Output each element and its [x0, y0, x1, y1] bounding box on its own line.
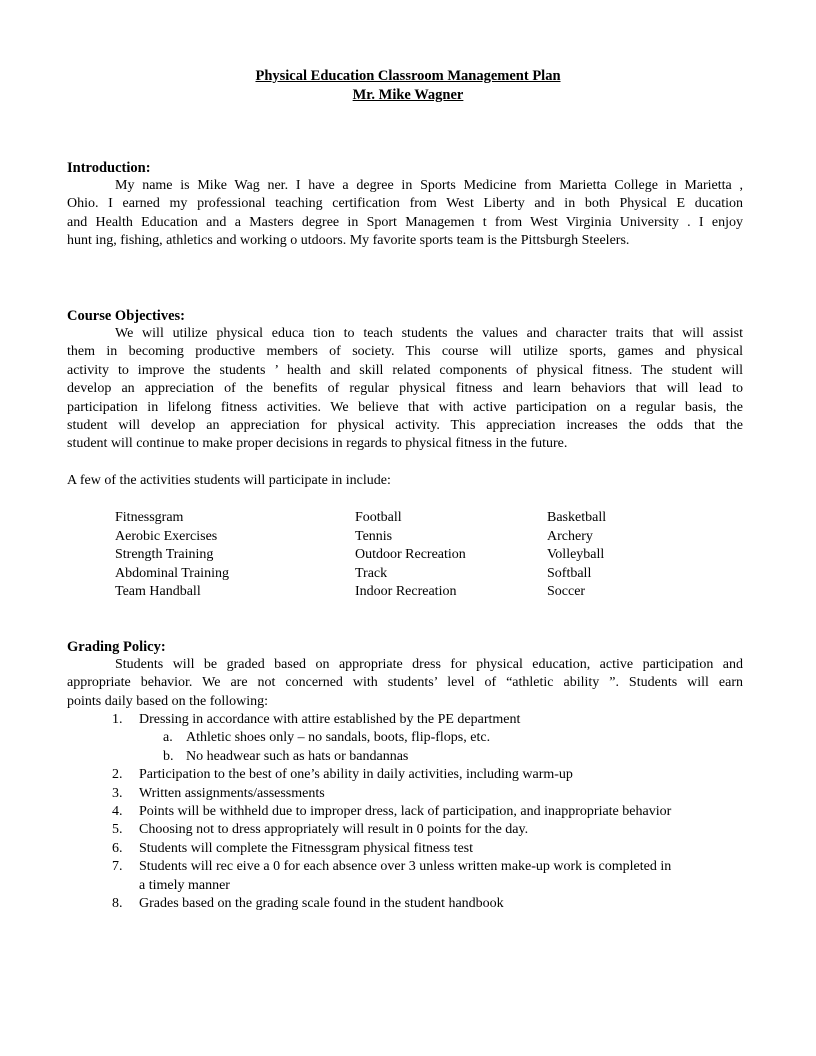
activity-item: Fitnessgram — [115, 510, 184, 525]
list-number: 3. — [112, 785, 123, 801]
list-number: 5. — [112, 822, 123, 838]
list-text: a timely manner — [139, 877, 230, 893]
list-item — [112, 895, 742, 913]
activity-item: Outdoor Recreation — [355, 547, 466, 562]
list-text: Grades based on the grading scale found in the student handbook — [139, 896, 504, 912]
grading-policy-paragraph — [67, 656, 743, 711]
list-item — [112, 766, 742, 784]
activity-item: Strength Training — [115, 547, 214, 562]
grading-line: points daily based on the following: — [67, 693, 269, 709]
activity-item: Team Handball — [115, 584, 201, 599]
list-item — [112, 803, 742, 821]
list-item — [112, 785, 742, 803]
activity-item: Volleyball — [547, 547, 605, 562]
list-item — [112, 840, 742, 858]
document-author: Mr. Mike Wagner — [352, 87, 464, 103]
course-objectives-paragraph — [67, 325, 743, 454]
document-title: Physical Education Classroom Management Plan — [255, 68, 561, 84]
introduction-line: and Health Education and a Masters degree in Sport Managemen t from West Virginia University . I enjoy — [67, 214, 743, 230]
activity-item: Softball — [547, 565, 592, 581]
sub-list-item — [112, 748, 742, 766]
activity-item: Tennis — [355, 528, 393, 544]
list-number: 4. — [112, 804, 123, 820]
activity-item: Basketball — [547, 510, 607, 525]
objectives-line: We will utilize physical educa tion to teach students the values and character traits that will assist — [115, 326, 743, 341]
list-number: 7. — [112, 859, 123, 875]
list-item — [112, 711, 742, 729]
list-text: Participation to the best of one’s ability in daily activities, including warm-up — [139, 767, 573, 783]
activity-item: Abdominal Training — [115, 565, 229, 581]
activities-column-1 — [115, 509, 229, 602]
grading-policy-heading: Grading Policy: — [67, 639, 166, 655]
list-letter: b. — [163, 748, 174, 764]
list-text: Athletic shoes only – no sandals, boots, flip-flops, etc. — [186, 730, 491, 746]
objectives-line: student will develop an appreciation for physical activity. This appreciation increases the odds that the — [67, 418, 743, 434]
list-text: Points will be withheld due to improper dress, lack of participation, and inappropriate behavior — [139, 804, 672, 820]
activity-item: Indoor Recreation — [355, 584, 457, 599]
activity-item: Football — [355, 510, 402, 525]
list-item — [112, 858, 742, 876]
list-letter: a. — [163, 730, 173, 746]
objectives-line: develop an appreciation of the benefits of regular physical fitness and learn behaviors that will lead to — [67, 381, 743, 397]
objectives-line: participation in lifelong fitness activities. We believe that with active participation on a regular basis, the — [67, 399, 743, 415]
list-number: 1. — [112, 712, 123, 727]
grading-line: appropriate behavior. We are not concerned with students’ level of “athletic ability ”. Students will earn — [67, 675, 743, 691]
activities-column-2 — [355, 509, 466, 602]
introduction-heading: Introduction: — [67, 160, 151, 176]
objectives-line: them in becoming productive members of society. This course will utilize sports, games and physical — [67, 344, 743, 360]
list-text: Dressing in accordance with attire established by the PE department — [139, 712, 521, 727]
grading-list — [112, 711, 742, 913]
activities-column-3 — [547, 509, 606, 602]
list-number: 2. — [112, 767, 123, 783]
list-item-continuation — [112, 877, 742, 895]
course-objectives-heading: Course Objectives: — [67, 308, 185, 324]
introduction-line: My name is Mike Wag ner. I have a degree in Sports Medicine from Marietta College in Marietta , — [115, 178, 743, 193]
activity-item: Archery — [547, 528, 593, 544]
list-text: No headwear such as hats or bandannas — [186, 748, 409, 764]
introduction-paragraph — [67, 177, 743, 251]
activities-intro: A few of the activities students will participate in include: — [67, 473, 391, 488]
sub-list-item — [112, 729, 742, 747]
introduction-line: hunt ing, fishing, athletics and working o utdoors. My favorite sports team is the Pittsburgh Steelers. — [67, 233, 630, 249]
objectives-line: activity to improve the students ’ health and skill related components of physical fitness. The student will — [67, 362, 743, 378]
list-text: Choosing not to dress appropriately will result in 0 points for the day. — [139, 822, 529, 838]
grading-line: Students will be graded based on appropriate dress for physical education, active participation and — [115, 657, 743, 672]
activity-item: Track — [355, 565, 388, 581]
list-text: Students will complete the Fitnessgram physical fitness test — [139, 840, 474, 856]
list-item — [112, 821, 742, 839]
list-text: Written assignments/assessments — [139, 785, 325, 801]
introduction-line: Ohio. I earned my professional teaching certification from West Liberty and in both Physical E ducation — [67, 196, 743, 212]
activity-item: Soccer — [547, 584, 586, 599]
list-number: 6. — [112, 840, 123, 856]
activity-item: Aerobic Exercises — [115, 528, 218, 544]
list-text: Students will rec eive a 0 for each absence over 3 unless written make-up work is completed in — [139, 859, 672, 875]
list-number: 8. — [112, 896, 123, 912]
objectives-line: student will continue to make proper decisions in regards to physical fitness in the future. — [67, 436, 568, 452]
